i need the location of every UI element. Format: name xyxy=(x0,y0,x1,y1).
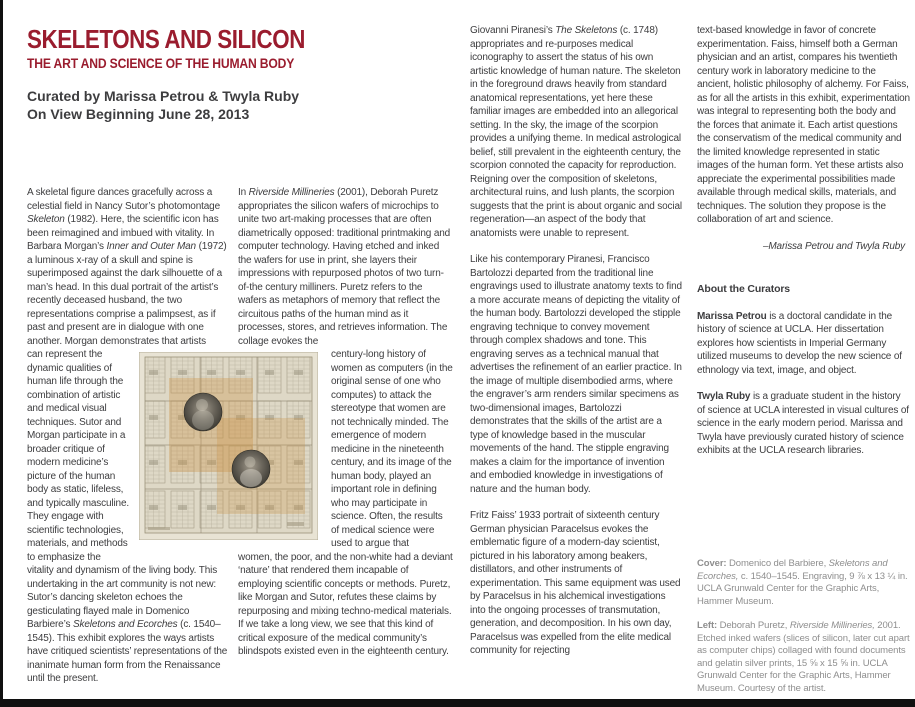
curator-bio-marissa xyxy=(697,310,910,378)
text-segment: (c. 1748) appropriates and re-purposes medical iconography to assert the status of his own artistic knowledge of human nature. The skeleton in the foreground draws heavily from standard anatomical representations, yet here these familiar images are embedded into an allegorical setting. In the sky, the image of the scorpion provides a unifying theme. In medical astrological belief, still prevalent in the eighteenth century, the scorpion connoted the capacity for reproduction. Reigning over the composition of skeletons, architectural ruins, and lush plants, the scorpion suggests that the print is about organic and social regeneration—an aspect of the body that anatomists were unable to represent. xyxy=(470,25,682,239)
text-segment: can represent the dynamic qualities of human life through the combination of artistic and medical visual techniques. Sutor and Morgan participate in a broader critique of modern medicine’s picture of the human body as static, lifeless, and typically masculine. They engage with scientific technologies, materials, and methods to emphasize the xyxy=(27,349,130,563)
about-curators-header: About the Curators xyxy=(697,283,790,295)
page-title: SKELETONS AND SILICON xyxy=(27,24,305,54)
essay-column-4 xyxy=(697,24,910,458)
on-view-line: On View Beginning June 28, 2013 xyxy=(27,106,250,122)
text-segment: Cover: xyxy=(697,558,727,569)
text-segment: Riverside Millineries xyxy=(248,187,335,198)
essay-paragraph xyxy=(238,551,453,659)
essay-paragraph xyxy=(470,253,682,496)
cover-caption xyxy=(697,558,911,608)
collage-artwork-graphic xyxy=(139,352,318,540)
text-segment: Giovanni Piranesi’s xyxy=(470,25,556,36)
image-captions xyxy=(697,558,911,707)
essay-paragraph xyxy=(238,186,453,348)
text-segment: is a graduate student in the history of science at UCLA interested in visual cultures of science in the early modern period. Marissa and Twyla have previously curated history of science exhibits at the UCLA research libraries. xyxy=(697,391,909,456)
text-segment: Riverside Millineries, xyxy=(789,620,875,631)
text-segment: text-based knowledge in favor of concrete experimentation. Faiss, himself both a German physician and an artist, compares his twentieth century work in laboratory medicine to the ancient, holistic philosophy of alchemy. For Faiss, as for all the artists in this exhibit, experimentation was integral to representing both the body and the forces that animate it. Each artist questions the conservatism of the medical community and the limited knowledge represented in static images of the human form. Yet these artists also appreciate the experimental possibilities made available through medical skills, materials, and techniques. The solution they propose is the collaboration of art and science. xyxy=(697,25,910,225)
text-segment: 2001. Etched inked wafers (slices of silicon, later cut apart as computer chips) collaged with found documents and gelatin silver prints, 15 ⅝ x 15 ⅝ in. UCLA Grunwald Center for the Graphic Arts, Hammer Museum. Courtesy of the artist. xyxy=(697,620,910,694)
text-segment: Deborah Puretz, xyxy=(717,620,790,631)
essay-paragraph xyxy=(470,24,682,240)
curator-credit xyxy=(27,87,350,123)
text-segment: (c. 1540–1545). This exhibit explores the ways artists have critiqued scientists’ representations of the inanimate human form from the Renaissance until the present. xyxy=(27,619,228,684)
text-segment: Fritz Faiss’ 1933 portrait of sixteenth century German physician Paracelsus evokes the emblematic figure of a modern-day scientist, pictured in his laboratory among beakers, distillators, and other instruments of experimentation. This same equipment was used by Paracelsus in his alchemical investigations into the ongoing processes of transmutation, generation, and decomposition. In his own day, Paracelsus was expelled from the elite medical community for rejecting xyxy=(470,510,681,656)
essay-column-3 xyxy=(470,24,682,671)
text-segment: women, the poor, and the non-white had a deviant ‘nature’ that rendered them incapable of employing scientific concepts or methods. Puretz, like Morgan and Sutor, refutes these claims by repurposing and mixing techno-medical materials. If we take a long view, we see that this kind of critical exposure of the medical community’s blindspots existed even in the eighteenth century. xyxy=(238,551,453,657)
text-segment: (1982). Here, the scientific icon has been reimagined and imbued with vitality. In Barbara Morgan’s xyxy=(27,214,219,252)
curated-by-line: Curated by Marissa Petrou & Twyla Ruby xyxy=(27,88,300,104)
curator-bio-twyla xyxy=(697,390,910,458)
text-segment: A skeletal figure dances gracefully across a celestial field in Nancy Sutor’s photomontage xyxy=(27,187,220,212)
text-segment: Left: xyxy=(697,620,718,631)
text-segment: (2001), Deborah Puretz appropriates the silicon wafers of microchips to unite two art-making processes that are often diametrically opposed: traditional printmaking and computer technology. Having etched and inked the wafers for use in print, she layers their impressions with repurposed photos of two turn-of-the century milliners. Puretz refers to the wafers as metaphors of memory that reflect the circuitous paths of the human mind as it processes, stores, and retrieves information. The collage evokes the xyxy=(238,187,451,347)
text-segment: (1972) a luminous x-ray of a skull and spine is superimposed against the dark silhouette of a man’s head. In this dual portrait of the artist’s recently deceased husband, the two representations comprise a palimpsest, as if past and present are in dialogue with one another. Morgan demonstrates that artists xyxy=(27,241,227,347)
text-segment: Like his contemporary Piranesi, Francisco Bartolozzi departed from the traditional line engravings used to illustrate anatomy texts to find a more accurate means of depicting the vitality of the human body. Bartolozzi developed the stipple engraving technique to convey movement through complex shadows and tone. This engraving serves as a technical manual that advertises the refinement of an earlier practice. In the image of multiple disembodied arms, where the engraver’s arm renders similar specimens as two-dimensional images, Bartolozzi demonstrates that the skills of the artist are a type of knowledge based in the muscular movements of the hand. The stipple engraving makes a claim for the importance of invention and embodied knowledge in investigations of nature and the human body. xyxy=(470,254,682,495)
text-segment: In xyxy=(238,187,249,198)
masthead xyxy=(27,26,350,123)
essay-paragraph xyxy=(697,24,910,227)
text-segment: is a doctoral candidate in the history of science at UCLA. Her dissertation explores how scientists in Imperial Germany utilized museums to develop the new science of ethnology via text, image, and object. xyxy=(697,310,902,376)
text-segment: c. 1540–1545. Engraving, 9 ⅞ x 13 ¼ in. UCLA Grunwald Center for the Graphic Arts, Hammer Museum. xyxy=(697,570,908,607)
text-segment: Skeleton xyxy=(27,214,65,225)
text-segment: century-long history of women as computers (in the original sense of one who computes) to attack the stereotype that women are not technically minded. The emergence of modern medicine in the nineteenth century, and its image of the human body, played an important role in defining who may participate in science. Often, the results of medical science were used to argue that xyxy=(331,349,453,549)
page-subtitle: THE ART AND SCIENCE OF THE HUMAN BODY xyxy=(27,56,295,71)
text-segment: The Skeletons xyxy=(555,25,618,36)
text-segment: Skeletons and Ecorches, xyxy=(697,558,888,582)
essay-signature: –Marissa Petrou and Twyla Ruby xyxy=(762,240,905,252)
scan-bottom-edge xyxy=(0,699,915,707)
text-segment: Domenico del Barbiere, xyxy=(726,558,829,569)
text-segment: Twyla Ruby xyxy=(697,391,751,402)
essay-paragraph xyxy=(27,564,234,686)
essay-paragraph-wrapped xyxy=(27,348,136,564)
text-segment: Marissa Petrou xyxy=(697,310,767,322)
text-segment: Skeletons and Ecorches xyxy=(72,619,178,630)
essay-paragraph xyxy=(470,509,682,658)
essay-paragraph-wrapped xyxy=(331,348,453,551)
riverside-millineries-artwork-image xyxy=(139,352,318,540)
scan-left-edge xyxy=(0,0,3,707)
essay-paragraph xyxy=(27,186,234,348)
text-segment: vitality and dynamism of the living body. This undertaking in the art community is not new: Sutor’s dancing skeleton echoes the gesticulating flayed male in Domenico Barbiere’s xyxy=(27,565,218,630)
left-image-caption xyxy=(697,620,911,695)
text-segment: Inner and Outer Man xyxy=(106,241,196,252)
